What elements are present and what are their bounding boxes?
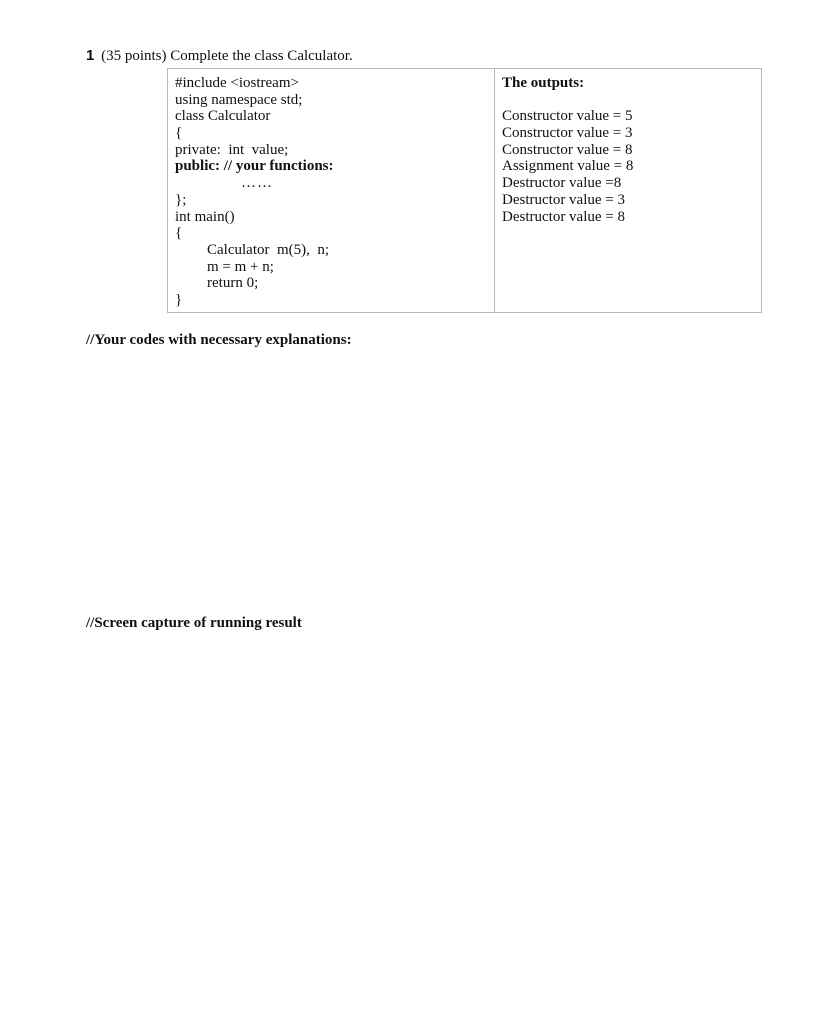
code-line: Calculator m(5), n; [207,241,330,258]
code-output-table [167,68,762,313]
output-line: Destructor value = 8 [502,208,626,225]
question-text: (35 points) Complete the class Calculator. [101,48,353,64]
table-row [168,69,762,313]
code-line: using namespace std; [175,91,303,108]
outputs-cell [495,69,762,313]
code-line: }; [175,191,187,208]
output-line: Constructor value = 8 [502,141,633,158]
outputs-block [495,69,761,225]
code-line: return 0; [207,275,259,292]
question-number: 1 [86,47,95,64]
code-line: } [175,291,183,308]
code-line-public: public: // your functions: [175,158,334,175]
code-line: #include <iostream> [175,75,299,91]
output-line: Constructor value = 3 [502,125,633,142]
code-line: { [175,225,183,242]
code-block [168,69,494,309]
code-line: class Calculator [175,108,271,125]
code-line: int main() [175,208,235,225]
code-line: { [175,125,183,142]
codes-section-label: //Your codes with necessary explanations: [86,332,352,348]
outputs-heading: The outputs: [502,75,585,91]
output-line: Constructor value = 5 [502,108,633,125]
output-line: Assignment value = 8 [502,158,634,175]
output-line: Destructor value =8 [502,175,622,192]
code-line: private: int value; [175,141,289,158]
question-header [86,47,353,65]
code-line: m = m + n; [207,258,274,275]
capture-section-label: //Screen capture of running result [86,615,302,631]
code-cell [168,69,495,313]
output-line: Destructor value = 3 [502,191,626,208]
code-line-ellipsis: …… [241,175,273,192]
